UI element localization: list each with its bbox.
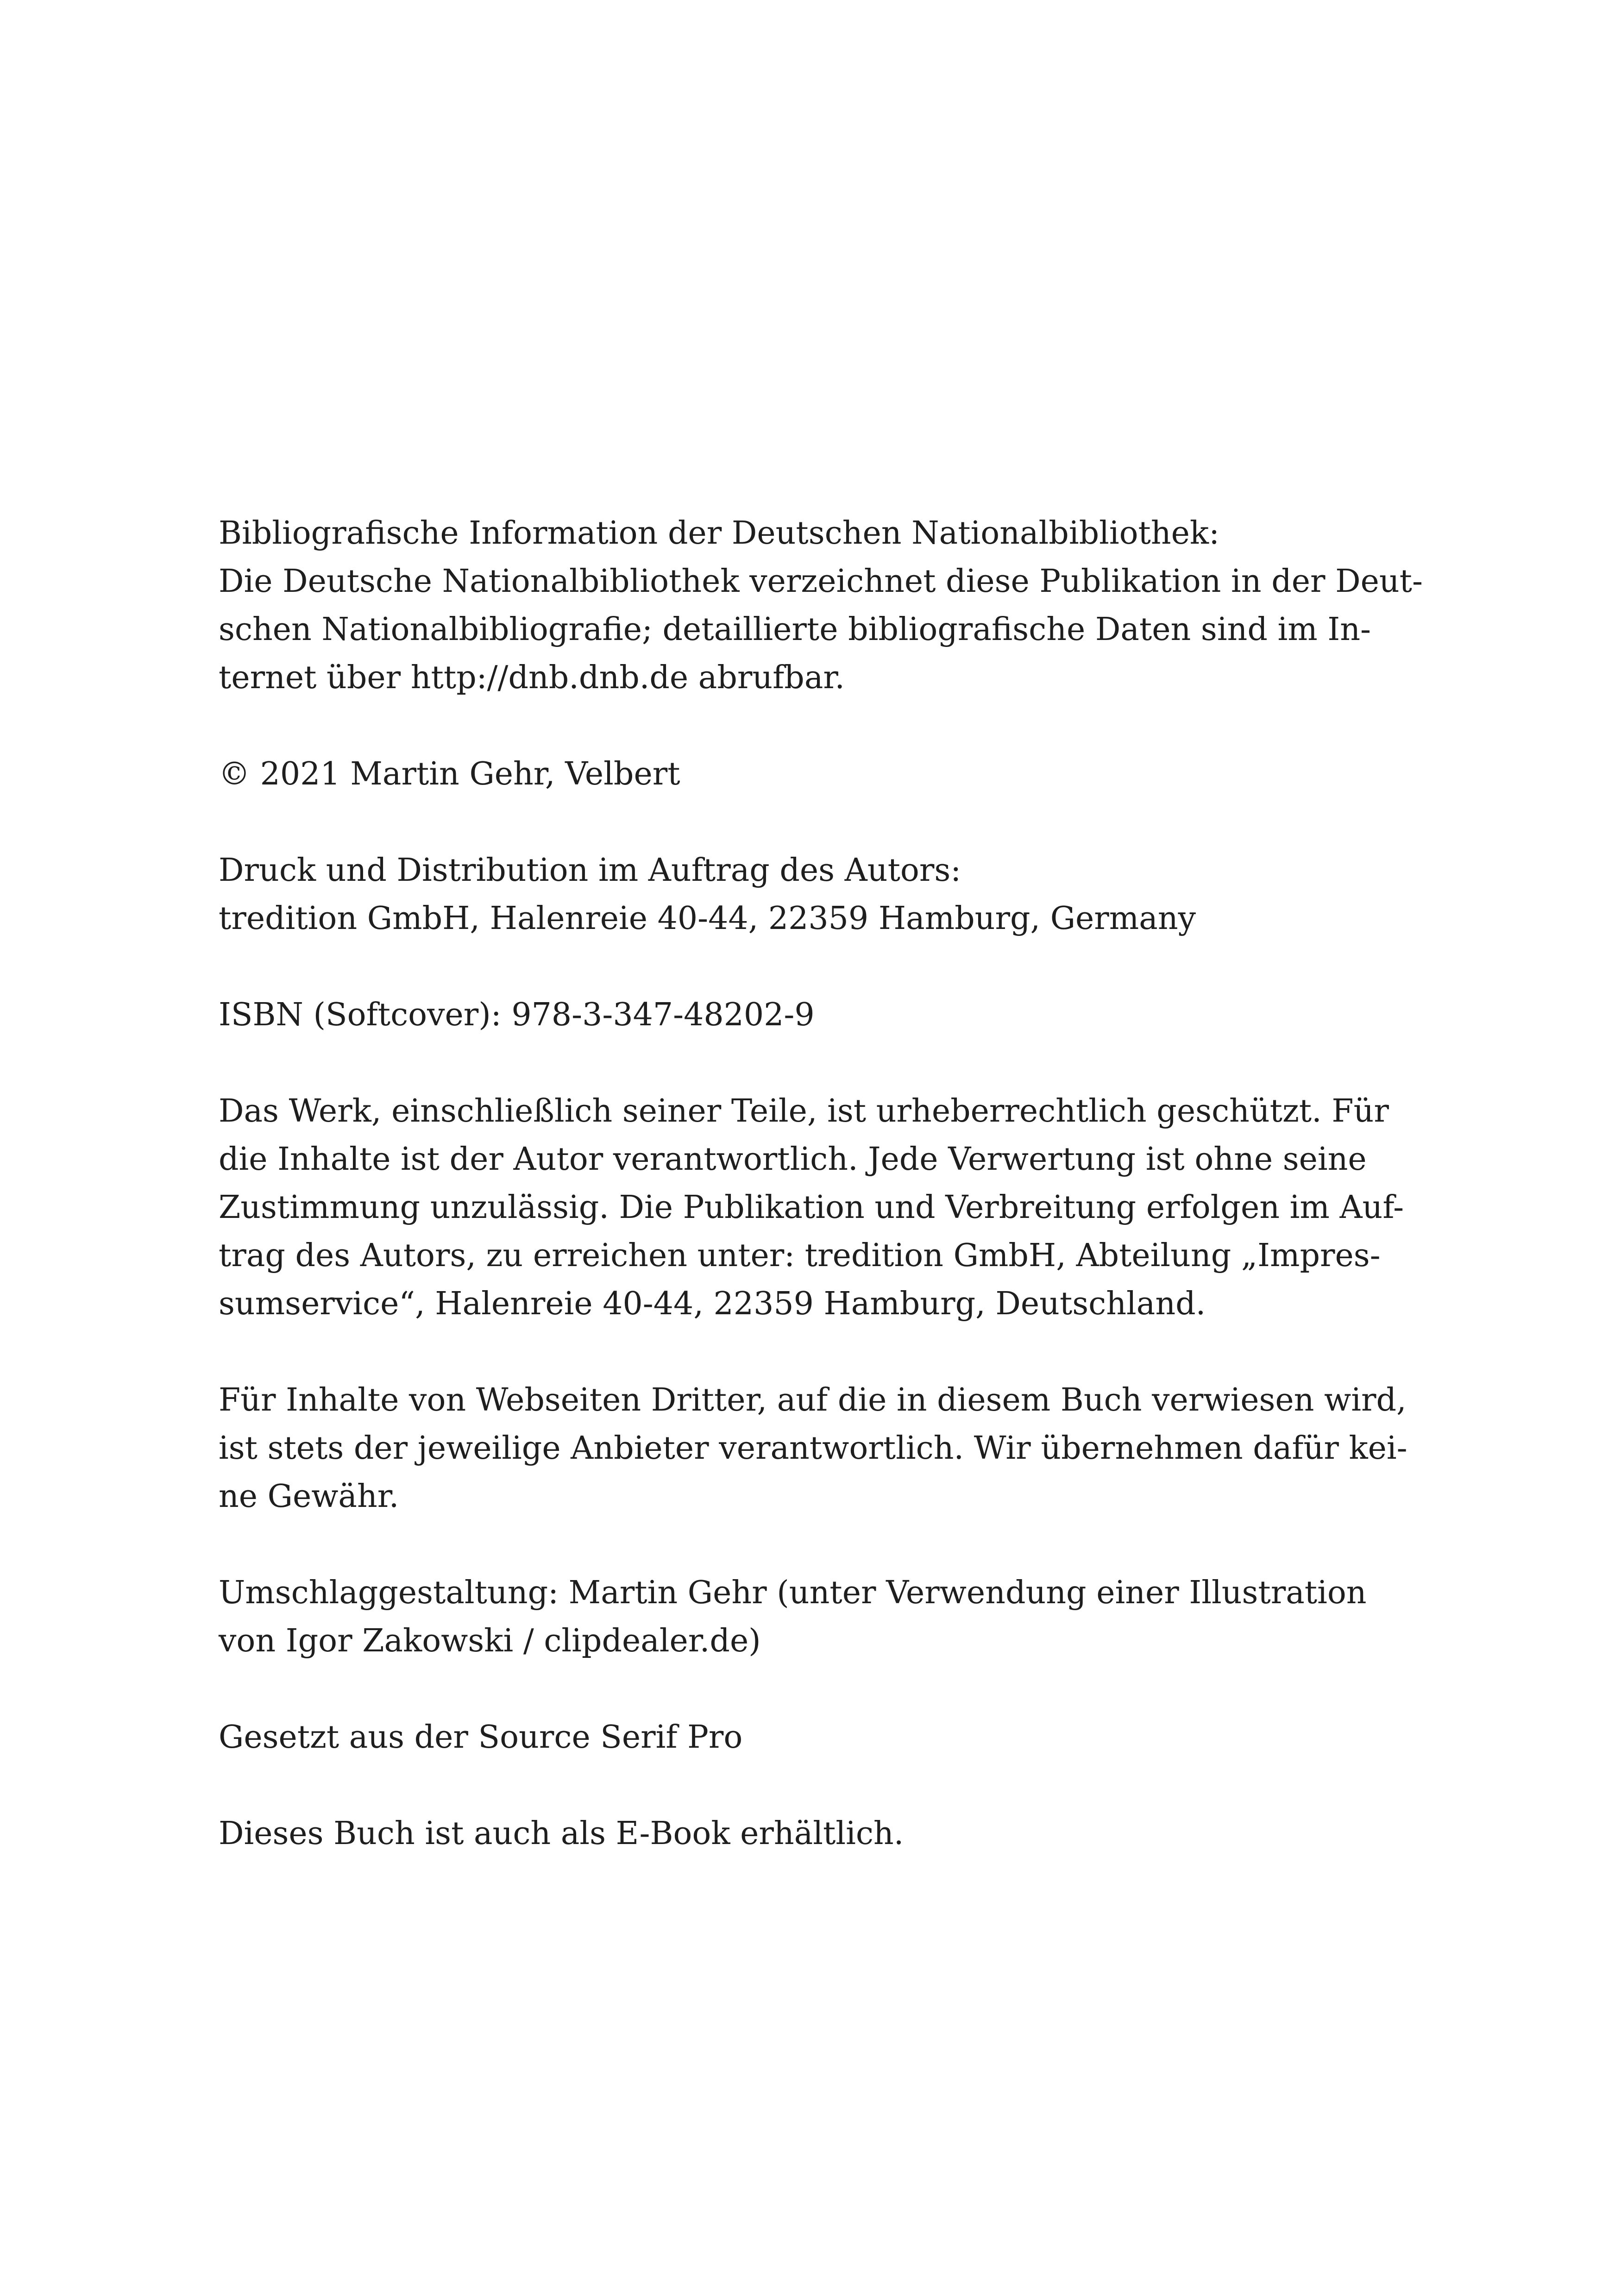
ebook-line: Dieses Buch ist auch als E-Book erhältlich. [219, 1815, 904, 1852]
copyright-paragraph [219, 750, 1432, 798]
bibliography-line: ternet über http://dnb.dnb.de abrufbar. [219, 659, 845, 696]
typeset-line: Gesetzt aus der Source Serif Pro [219, 1719, 743, 1756]
isbn-paragraph [219, 991, 1432, 1039]
cover-line: Umschlaggestaltung: Martin Gehr (unter Verwendung einer Illustration [219, 1575, 1367, 1611]
printing-paragraph [219, 847, 1432, 943]
rights-line: Das Werk, einschließlich seiner Teile, ist urheberrechtlich geschützt. Für [219, 1093, 1389, 1129]
third-party-paragraph [219, 1376, 1432, 1521]
printing-line: tredition GmbH, Halenreie 40-44, 22359 Hamburg, Germany [219, 900, 1196, 937]
third-party-line: ist stets der jeweilige Anbieter verantwortlich. Wir übernehmen dafür kei- [219, 1430, 1407, 1467]
bibliography-line: Die Deutsche Nationalbibliothek verzeichnet diese Publikation in der Deut- [219, 563, 1423, 600]
ebook-paragraph [219, 1810, 1432, 1858]
rights-line: trag des Autors, zu erreichen unter: tredition GmbH, Abteilung „Impres- [219, 1237, 1381, 1274]
typeset-paragraph [219, 1713, 1432, 1762]
cover-line: von Igor Zakowski / clipdealer.de) [219, 1623, 761, 1659]
isbn-line: ISBN (Softcover): 978-3-347-48202-9 [219, 997, 815, 1033]
rights-line: sumservice“, Halenreie 40-44, 22359 Hamburg, Deutschland. [219, 1286, 1206, 1322]
rights-paragraph [219, 1087, 1432, 1328]
imprint-text [219, 509, 1432, 1906]
third-party-line: ne Gewähr. [219, 1478, 399, 1515]
bibliography-line: schen Nationalbibliografie; detaillierte bibliografische Daten sind im In- [219, 611, 1371, 648]
bibliography-paragraph [219, 509, 1432, 702]
cover-paragraph [219, 1569, 1432, 1665]
rights-line: die Inhalte ist der Autor verantwortlich. Jede Verwertung ist ohne seine [219, 1141, 1367, 1178]
copyright-line: © 2021 Martin Gehr, Velbert [219, 756, 680, 792]
third-party-line: Für Inhalte von Webseiten Dritter, auf die in diesem Buch verwiesen wird, [219, 1382, 1407, 1418]
bibliography-line: Bibliografische Information der Deutschen Nationalbibliothek: [219, 515, 1220, 552]
printing-line: Druck und Distribution im Auftrag des Autors: [219, 852, 961, 889]
rights-line: Zustimmung unzulässig. Die Publikation und Verbreitung erfolgen im Auf- [219, 1189, 1404, 1226]
